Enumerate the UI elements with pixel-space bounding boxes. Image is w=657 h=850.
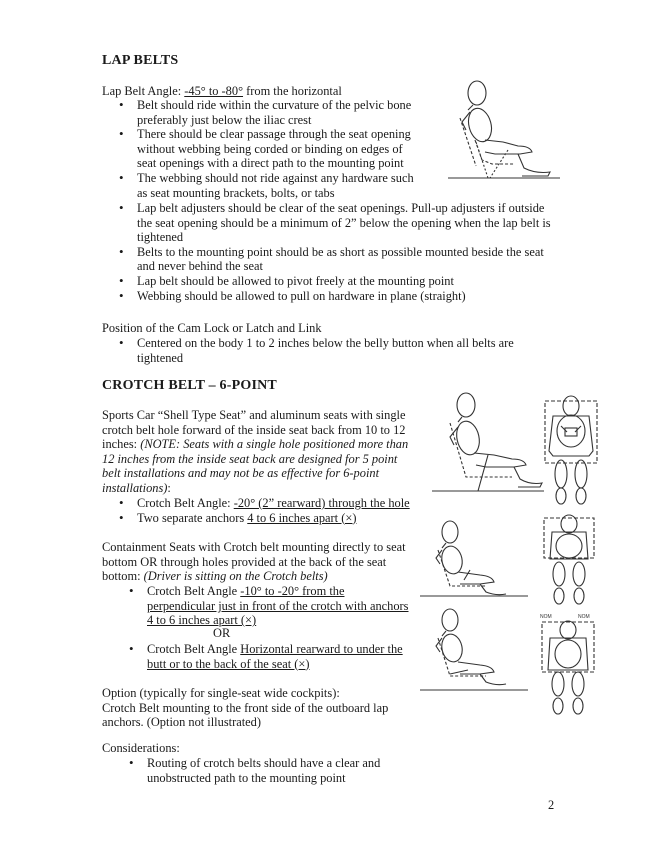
list-item: • Lap belt should be allowed to pivot freely at the mounting point — [115, 274, 555, 289]
cam-lock-title: Position of the Cam Lock or Latch and Link — [102, 321, 322, 335]
lap-belt-angle-value: -45° to -80° — [184, 84, 244, 98]
figure-hip-label: NOM — [540, 614, 552, 620]
page-number: 2 — [548, 798, 555, 812]
front-view-figure-3 — [538, 612, 602, 717]
list-item: • Centered on the body 1 to 2 inches below the belly button when all belts are tightened — [115, 336, 535, 365]
sports-seat-side-figure — [432, 393, 547, 493]
list-item: • Two separate anchors 4 to 6 inches apart (×) — [115, 511, 435, 526]
considerations-bullets — [125, 756, 385, 785]
sports-car-bullets — [115, 496, 435, 525]
containment-seat-note: (Driver is sitting on the Crotch belts) — [143, 569, 328, 584]
considerations-title: Considerations: — [102, 741, 180, 755]
figure-shoulder-label: NOM — [578, 614, 590, 620]
containment-seat-side-figure-1 — [420, 520, 530, 600]
cam-lock-bullets — [115, 336, 535, 365]
list-item: • Crotch Belt Angle Horizontal rearward to under the butt or to the back of the seat (×) — [125, 642, 425, 671]
front-view-figure-2 — [540, 514, 600, 609]
sports-car-note: (NOTE: Seats with a single hole positioned more than 12 inches from the inside seat back are designed for 5 point belt installations and may not be as effective for 6-point installations) — [102, 437, 409, 495]
option-title: Option (typically for single-seat wide cockpits): — [102, 686, 340, 700]
list-item: • Belts to the mounting point should be as short as possible mounted beside the seat and never behind the seat — [115, 245, 555, 274]
list-item: • Belt should ride within the curvature of the pelvic bone preferably just below the iliac crest — [115, 98, 415, 127]
option-block — [102, 686, 402, 730]
option-text: Crotch Belt mounting to the front side of the outboard lap anchors. (Option not illustrated) — [102, 700, 389, 730]
containment-bullets-1 — [125, 584, 415, 628]
lap-belts-heading: LAP BELTS — [102, 53, 179, 68]
front-view-figure-1 — [543, 396, 603, 506]
list-item: • Routing of crotch belts should have a clear and unobstructed path to the mounting point — [125, 756, 385, 785]
or-separator: OR — [213, 626, 231, 640]
list-item: • Lap belt adjusters should be clear of the seat openings. Pull-up adjusters if outside the seat opening should be a minimum of 2” below the opening when the lap belt is tightened — [115, 201, 555, 245]
list-item: • Crotch Belt Angle: -20° (2” rearward) through the hole — [115, 496, 435, 511]
lap-belt-bullets-wide — [115, 201, 555, 303]
containment-seat-paragraph: Containment Seats with Crotch belt mounting directly to seat bottom OR through holes provided at the back of the seat bottom: (Driver is sitting on the Crotch belts) — [102, 540, 406, 584]
containment-seat-side-figure-2 — [420, 608, 530, 693]
sports-car-paragraph: Sports Car “Shell Type Seat” and aluminum seats with single crotch belt hole forward of the inside seat back from 10 to 12 inches: (NOTE: Seats with a single hole positioned more than 12 inches from the inside seat back are designed for 5 point belt installations and may not be as effective for 6-point installations): — [102, 408, 409, 495]
lap-belt-bullets — [115, 98, 415, 200]
lap-belt-angle-line: Lap Belt Angle: -45° to -80° from the horizontal — [102, 84, 342, 98]
list-item: • Webbing should be allowed to pull on hardware in plane (straight) — [115, 289, 555, 304]
list-item: • The webbing should not ride against any hardware such as seat mounting brackets, bolts, or tabs — [115, 171, 415, 200]
list-item: • There should be clear passage through the seat opening without webbing being corded or binding on edges of seat openings with a direct path to the mounting point — [115, 127, 415, 171]
crotch-belt-heading: CROTCH BELT – 6-POINT — [102, 378, 277, 393]
lap-belt-side-figure — [440, 80, 565, 185]
list-item: • Crotch Belt Angle -10° to -20° from the perpendicular just in front of the crotch with anchors 4 to 6 inches apart (×) — [125, 584, 415, 628]
containment-bullets-2 — [125, 642, 425, 671]
